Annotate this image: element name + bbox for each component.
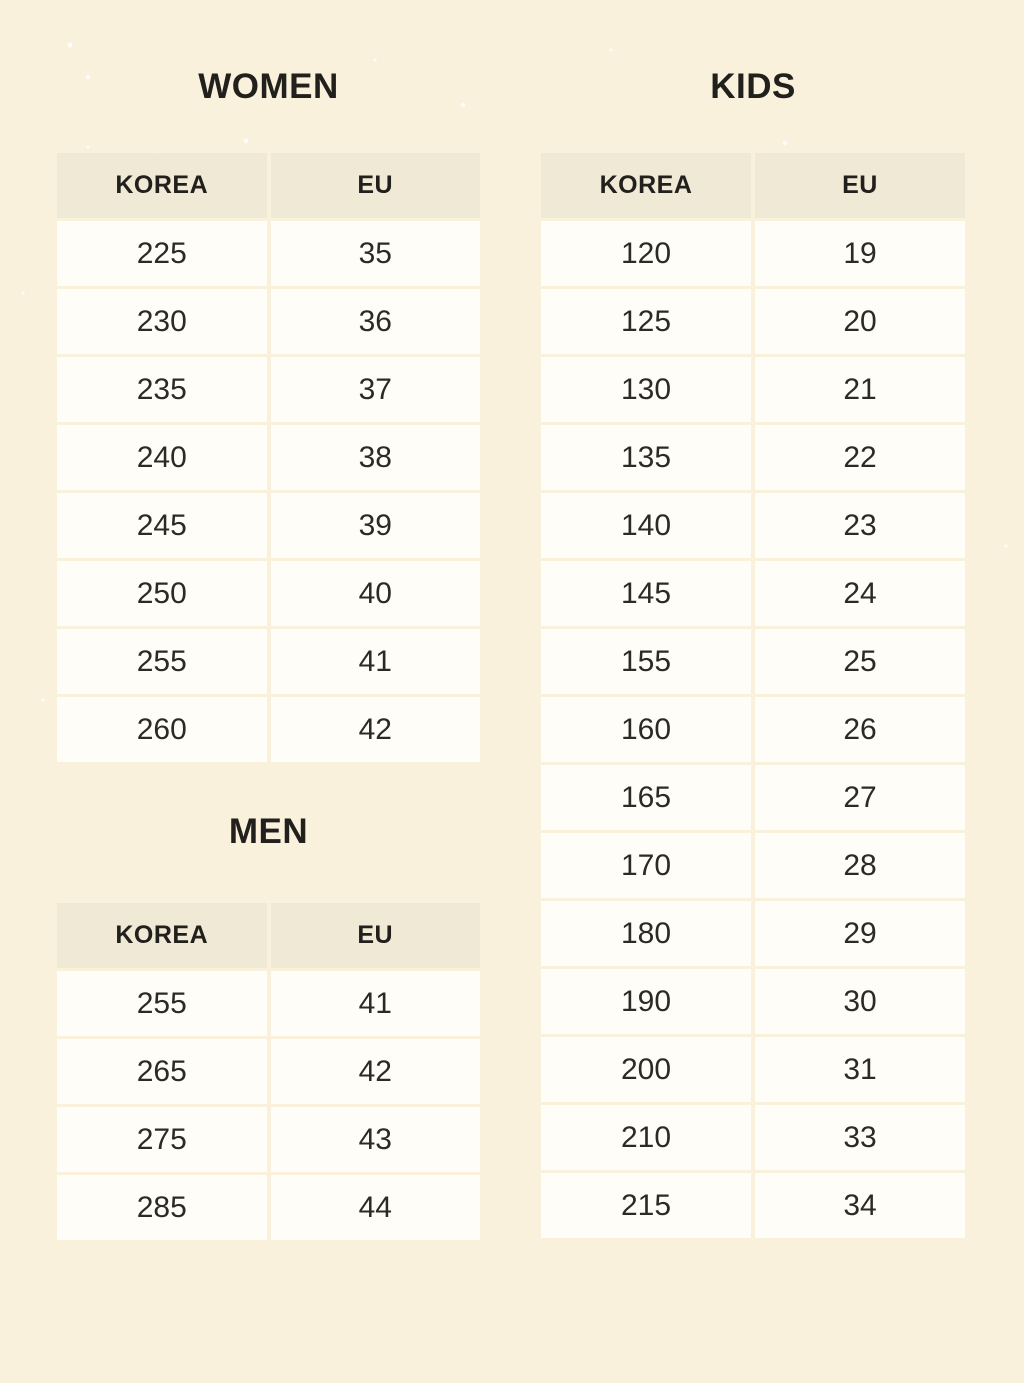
table-cell: 245 bbox=[57, 493, 267, 558]
table-cell: 39 bbox=[271, 493, 481, 558]
table-cell: 19 bbox=[755, 221, 965, 286]
table-cell: 120 bbox=[541, 221, 751, 286]
table-cell: 140 bbox=[541, 493, 751, 558]
men-size-section bbox=[57, 809, 480, 1240]
table-cell: 235 bbox=[57, 357, 267, 422]
table-cell: 165 bbox=[541, 765, 751, 830]
kids-title: KIDS bbox=[710, 67, 796, 106]
table-cell: 230 bbox=[57, 289, 267, 354]
table-cell: 42 bbox=[271, 1039, 481, 1104]
table-cell: 40 bbox=[271, 561, 481, 626]
table-cell: 20 bbox=[755, 289, 965, 354]
table-cell: 200 bbox=[541, 1037, 751, 1102]
table-cell: 41 bbox=[271, 629, 481, 694]
women-size-section bbox=[57, 64, 480, 762]
table-cell: 43 bbox=[271, 1107, 481, 1172]
table-cell: 190 bbox=[541, 969, 751, 1034]
table-cell: 250 bbox=[57, 561, 267, 626]
kids-size-section bbox=[541, 64, 965, 1238]
table-cell: 260 bbox=[57, 697, 267, 762]
men-title: MEN bbox=[228, 812, 309, 851]
table-cell: 125 bbox=[541, 289, 751, 354]
table-cell: 155 bbox=[541, 629, 751, 694]
table-cell: 33 bbox=[755, 1105, 965, 1170]
kids-size-table bbox=[541, 153, 965, 1238]
table-cell: 23 bbox=[755, 493, 965, 558]
table-cell: 21 bbox=[755, 357, 965, 422]
table-cell: 38 bbox=[271, 425, 481, 490]
table-cell: 44 bbox=[271, 1175, 481, 1240]
table-cell: 29 bbox=[755, 901, 965, 966]
table-cell: 41 bbox=[271, 971, 481, 1036]
table-cell: 24 bbox=[755, 561, 965, 626]
kids-eu-column-header: EU bbox=[755, 153, 965, 218]
table-cell: 170 bbox=[541, 833, 751, 898]
table-cell: 31 bbox=[755, 1037, 965, 1102]
table-cell: 240 bbox=[57, 425, 267, 490]
table-cell: 135 bbox=[541, 425, 751, 490]
table-cell: 130 bbox=[541, 357, 751, 422]
table-cell: 30 bbox=[755, 969, 965, 1034]
table-cell: 225 bbox=[57, 221, 267, 286]
women-korea-column-header: KOREA bbox=[57, 153, 267, 218]
table-cell: 36 bbox=[271, 289, 481, 354]
table-cell: 255 bbox=[57, 629, 267, 694]
men-korea-column-header: KOREA bbox=[57, 903, 267, 968]
table-cell: 210 bbox=[541, 1105, 751, 1170]
men-eu-column-header: EU bbox=[271, 903, 481, 968]
table-cell: 275 bbox=[57, 1107, 267, 1172]
table-cell: 180 bbox=[541, 901, 751, 966]
kids-korea-column-header: KOREA bbox=[541, 153, 751, 218]
table-cell: 27 bbox=[755, 765, 965, 830]
women-eu-column-header: EU bbox=[271, 153, 481, 218]
table-cell: 26 bbox=[755, 697, 965, 762]
table-cell: 160 bbox=[541, 697, 751, 762]
table-cell: 25 bbox=[755, 629, 965, 694]
table-cell: 34 bbox=[755, 1173, 965, 1238]
table-cell: 22 bbox=[755, 425, 965, 490]
women-size-table bbox=[57, 153, 480, 762]
women-title: WOMEN bbox=[198, 67, 339, 106]
men-size-table bbox=[57, 903, 480, 1240]
table-cell: 265 bbox=[57, 1039, 267, 1104]
table-cell: 255 bbox=[57, 971, 267, 1036]
table-cell: 28 bbox=[755, 833, 965, 898]
table-cell: 35 bbox=[271, 221, 481, 286]
table-cell: 37 bbox=[271, 357, 481, 422]
table-cell: 285 bbox=[57, 1175, 267, 1240]
table-cell: 215 bbox=[541, 1173, 751, 1238]
table-cell: 145 bbox=[541, 561, 751, 626]
table-cell: 42 bbox=[271, 697, 481, 762]
